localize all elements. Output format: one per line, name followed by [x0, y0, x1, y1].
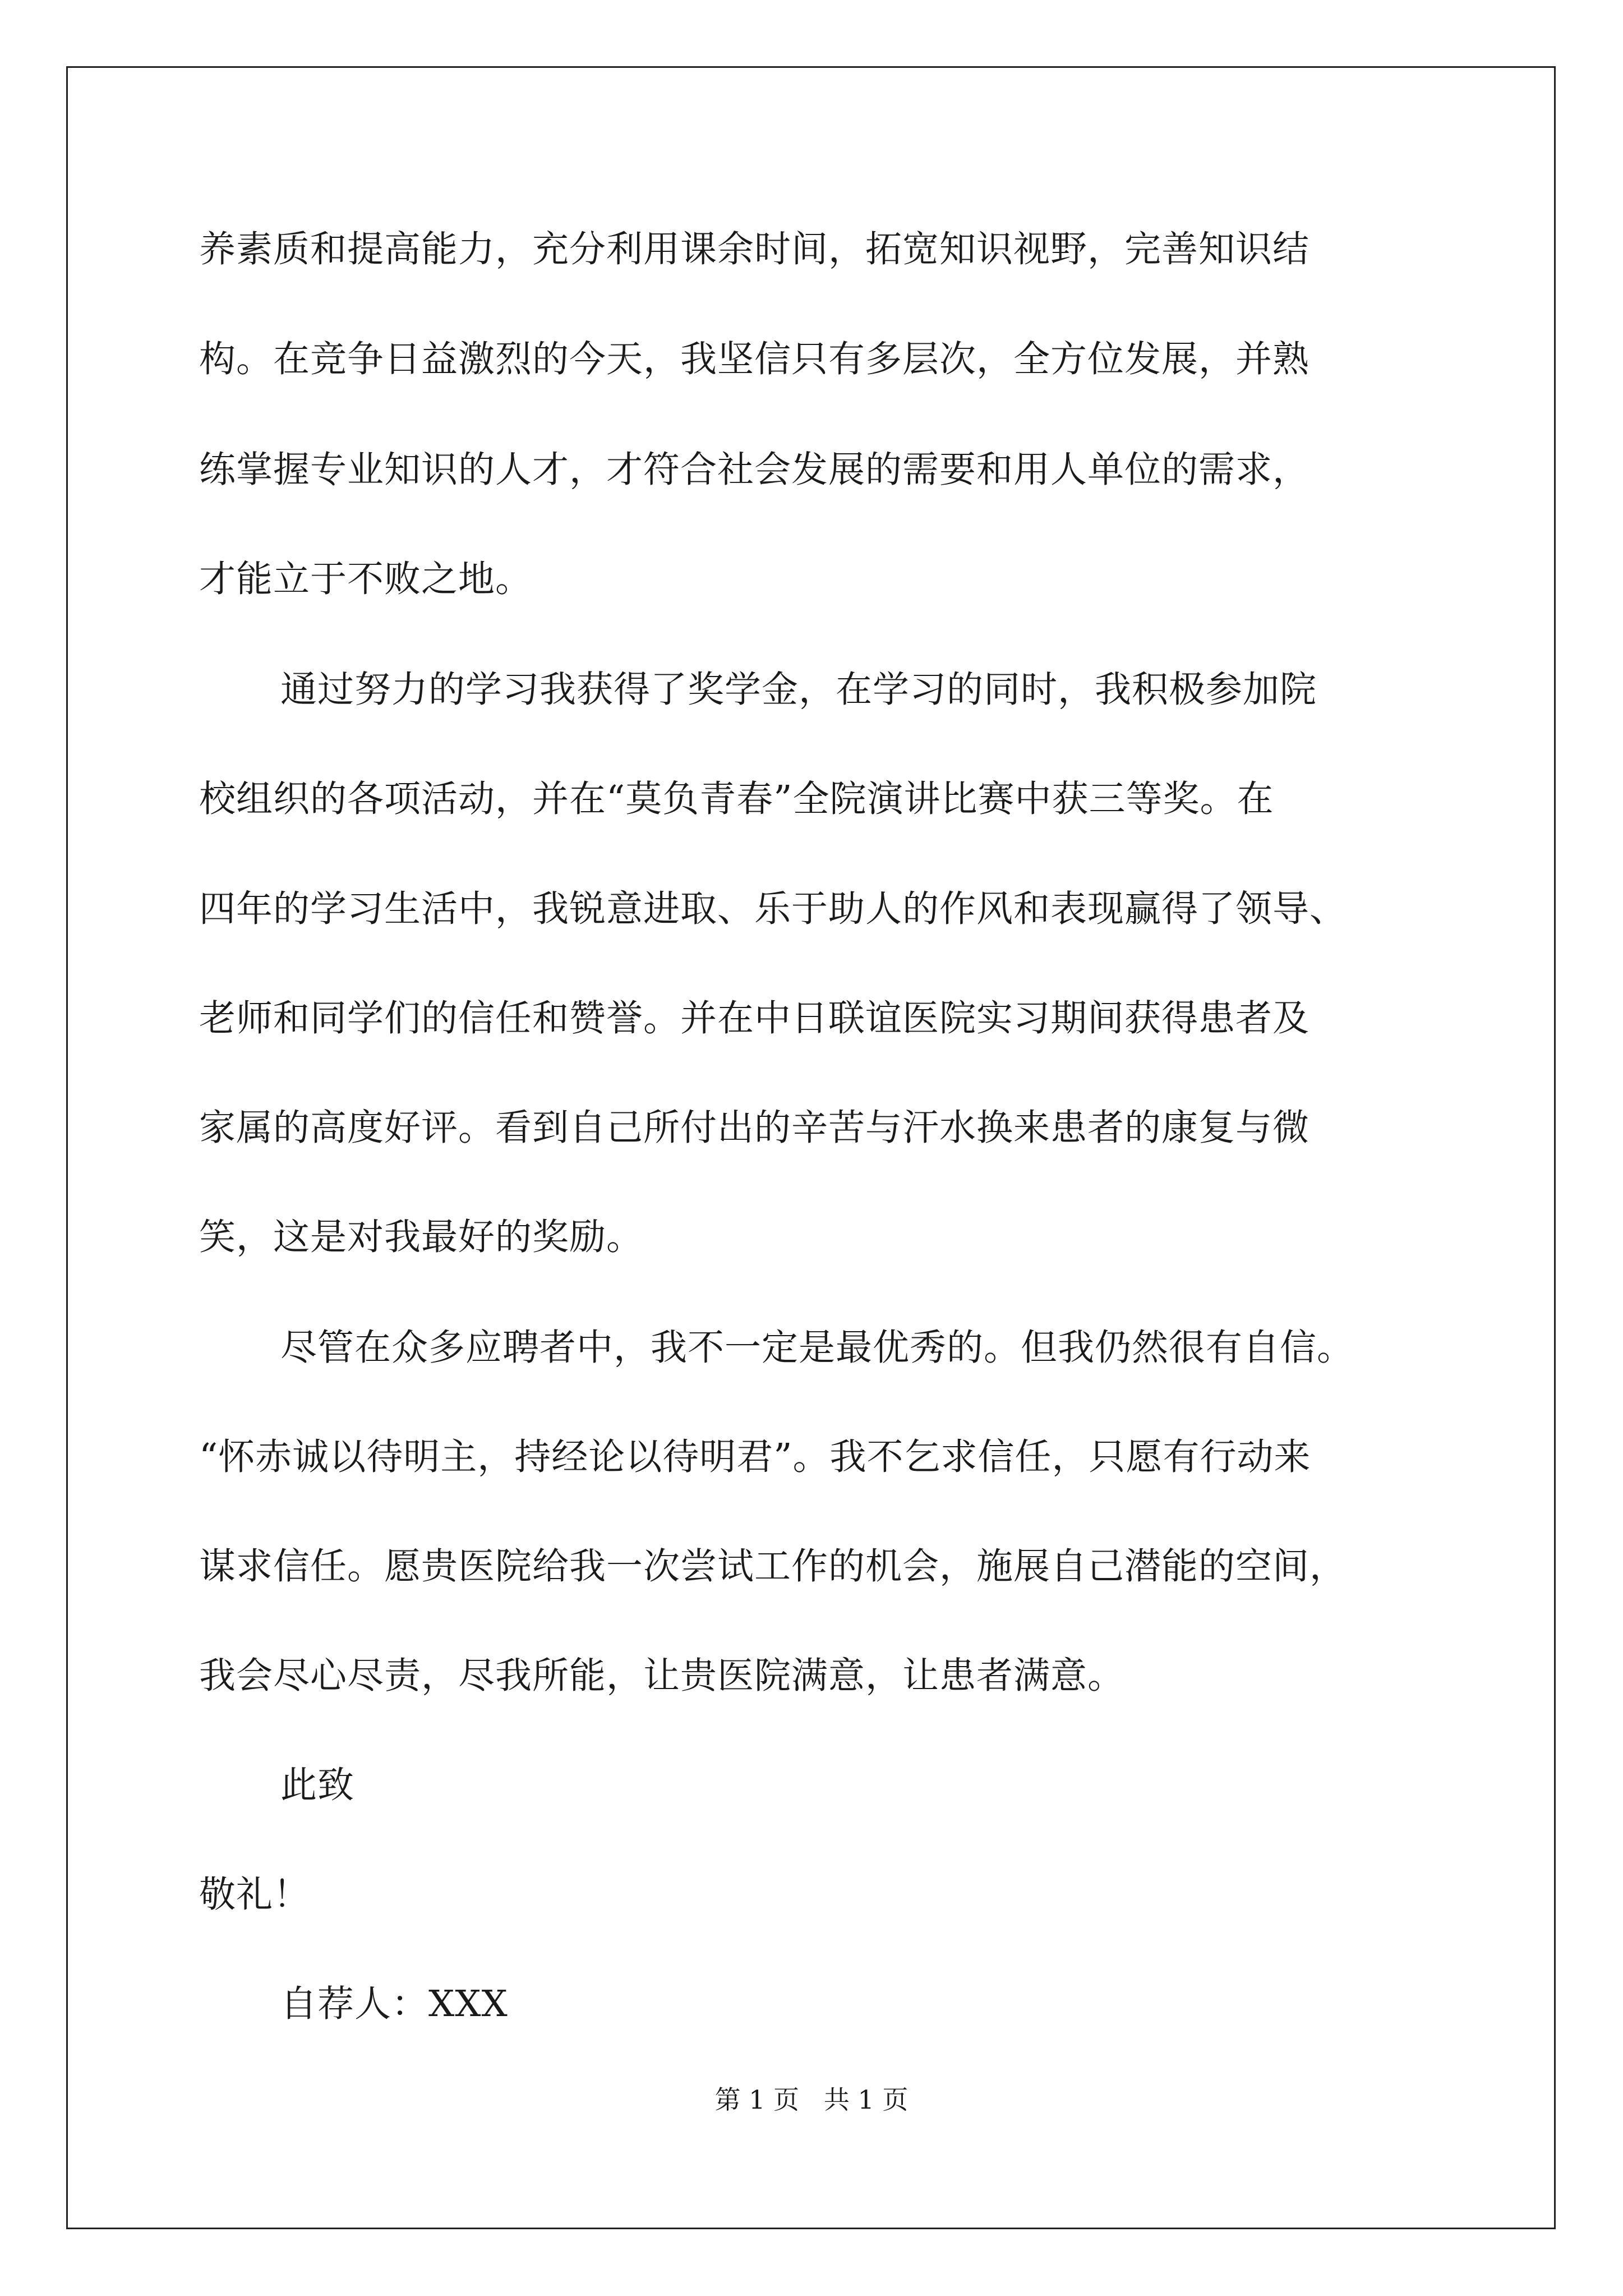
paragraph-1-line-4: 才能立于不败之地。	[199, 558, 533, 600]
paragraph-3-line-1: 尽管在众多应聘者中，我不一定是最优秀的。但我仍然很有自信。	[280, 1327, 1354, 1369]
paragraph-1-line-2: 构。在竞争日益激烈的今天，我坚信只有多层次，全方位发展，并熟	[199, 338, 1310, 380]
paragraph-2-line-4: 老师和同学们的信任和赞誉。并在中日联谊医院实习期间获得患者及	[199, 997, 1310, 1039]
paragraph-3-line-2: “怀赤诚以待明主，持经论以待明君”。我不乞求信任，只愿有行动来	[199, 1436, 1311, 1478]
paragraph-1-line-1: 养素质和提高能力，充分利用课余时间，拓宽知识视野，完善知识结	[199, 228, 1310, 270]
paragraph-2-line-3: 四年的学习生活中，我锐意进取、乐于助人的作风和表现赢得了领导、	[199, 888, 1347, 930]
paragraph-2-line-5: 家属的高度好评。看到自己所付出的辛苦与汗水换来患者的康复与微	[199, 1107, 1310, 1149]
paragraph-2-line-1: 通过努力的学习我获得了奖学金，在学习的同时，我积极参加院	[280, 669, 1317, 711]
closing-text: 此致	[280, 1764, 355, 1806]
paragraph-2-line-2: 校组织的各项活动，并在“莫负青春”全院演讲比赛中获三等奖。在	[199, 778, 1274, 820]
signature-line: 自荐人：XXX	[280, 1983, 508, 2025]
paragraph-3-line-3: 谋求信任。愿贵医院给我一次尝试工作的机会，施展自己潜能的空间，	[199, 1545, 1347, 1588]
salute-text: 敬礼！	[199, 1874, 311, 1916]
paragraph-2-line-6: 笑，这是对我最好的奖励。	[199, 1216, 644, 1258]
paragraph-3-line-4: 我会尽心尽责，尽我所能，让贵医院满意，让患者满意。	[199, 1655, 1125, 1697]
paragraph-1-line-3: 练掌握专业知识的人才，才符合社会发展的需要和用人单位的需求，	[199, 449, 1310, 491]
page-number-footer: 第 1 页 共 1 页	[714, 2085, 909, 2115]
